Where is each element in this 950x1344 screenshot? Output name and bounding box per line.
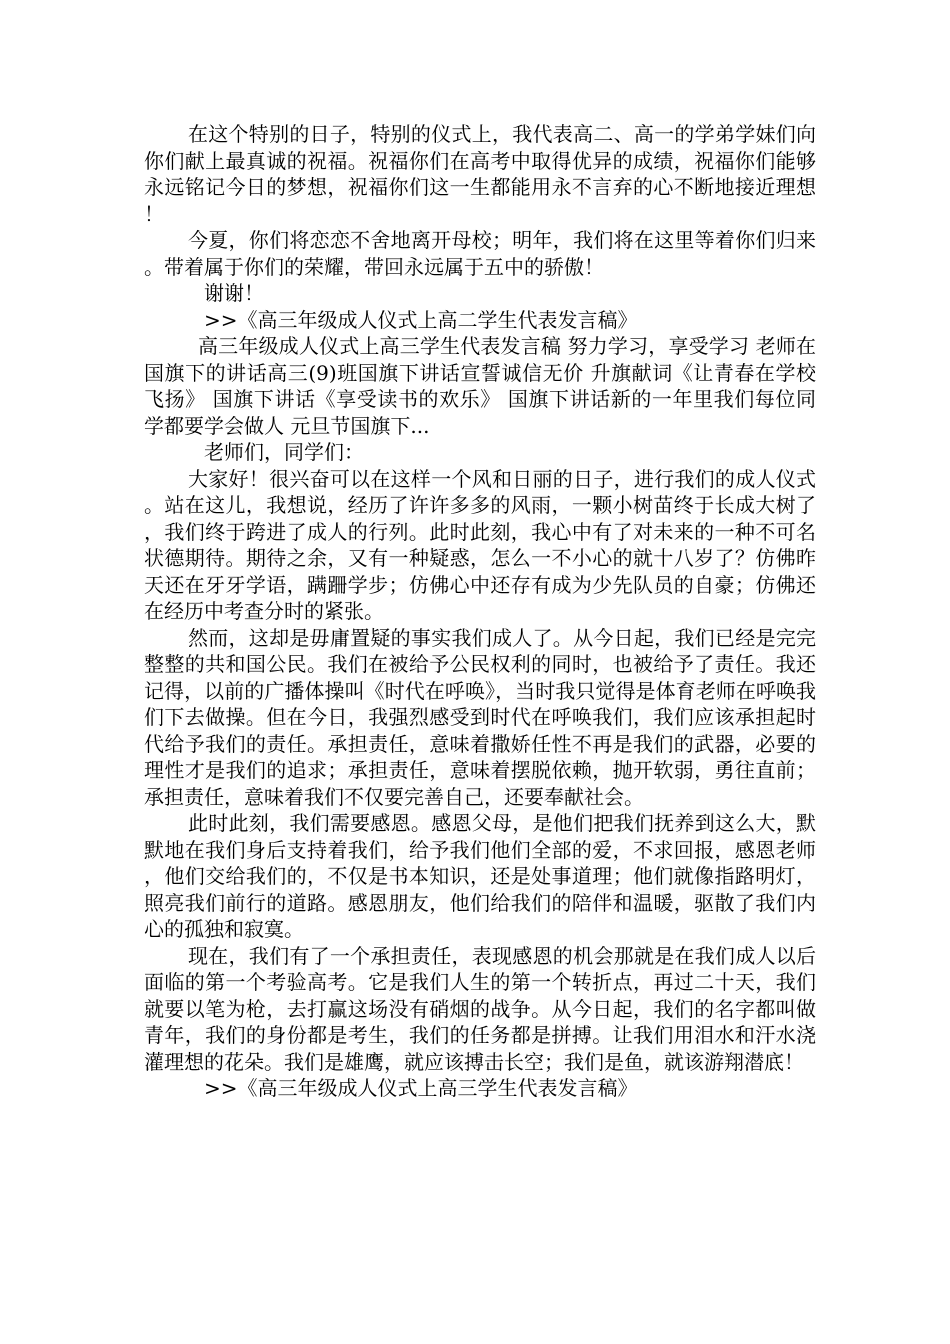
document-page [144,121,816,1102]
article-summary: 高三年级成人仪式上高三学生代表发言稿 努力学习，享受学习 老师在国旗下的讲话高三(9)班国旗下讲话宣誓诚信无价 升旗献词《让青春在学校飞扬》 国旗下讲话《享受读书的欢乐》 国旗下讲话新的一年里我们每位同学都要学会做人 元旦节国旗下... [144,334,816,438]
paragraph-farewell: 今夏，你们将恋恋不舍地离开母校；明年，我们将在这里等着你们归来。带着属于你们的荣耀，带回永远属于五中的骄傲！ [144,228,816,279]
related-article-link-2[interactable]: >>《高三年级成人仪式上高三学生代表发言稿》 [204,1076,638,1100]
paragraph-opening: 大家好！很兴奋可以在这样一个风和日丽的日子，进行我们的成人仪式。站在这儿，我想说，经历了许许多多的风雨，一颗小树苗终于长成大树了，我们终于跨进了成人的行列。此时此刻，我心中有了对未来的一种不可名状德期待。期待之余，又有一种疑惑，怎么一不小心的就十八岁了？仿佛昨天还在牙牙学语，蹒跚学步；仿佛心中还存有成为少先队员的自豪；仿佛还在经历中考查分时的紧张。 [144,466,816,623]
greeting-line: 老师们，同学们： [204,440,364,464]
related-article-link-1[interactable]: >>《高三年级成人仪式上高二学生代表发言稿》 [204,307,638,332]
paragraph-responsibility: 然而，这却是毋庸置疑的事实我们成人了。从今日起，我们已经是完完整整的共和国公民。我们在被给予公民权利的同时，也被给予了责任。我还记得，以前的广播体操叫《时代在呼唤》，当时我只觉得是体育老师在呼唤我们下去做操。但在今日，我强烈感受到时代在呼唤我们，我们应该承担起时代给予我们的责任。承担责任，意味着撒娇任性不再是我们的武器，必要的理性才是我们的追求；承担责任，意味着摆脱依赖，抛开软弱，勇往直前；承担责任，意味着我们不仅要完善自己，还要奉献社会。 [144,625,816,809]
paragraph-gratitude: 此时此刻，我们需要感恩。感恩父母，是他们把我们抚养到这么大，默默地在我们身后支持着我们，给予我们他们全部的爱，不求回报，感恩老师，他们交给我们的，不仅是书本知识，还是处事道理；他们就像指路明灯，照亮我们前行的道路。感恩朋友，他们给我们的陪伴和温暖，驱散了我们内心的孤独和寂寞。 [144,811,816,941]
thanks-line: 谢谢！ [204,281,264,305]
paragraph-blessing: 在这个特别的日子，特别的仪式上，我代表高二、高一的学弟学妹们向你们献上最真诚的祝福。祝福你们在高考中取得优异的成绩，祝福你们能够永远铭记今日的梦想，祝福你们这一生都能用永不言弃的心不断地接近理想！ [144,122,816,226]
paragraph-exam: 现在，我们有了一个承担责任，表现感恩的机会那就是在我们成人以后面临的第一个考验高考。它是我们人生的第一个转折点，再过二十天，我们就要以笔为枪，去打赢这场没有硝烟的战争。从今日起，我们的名字都叫做青年，我们的身份都是考生，我们的任务都是拼搏。让我们用泪水和汗水浇灌理想的花朵。我们是雄鹰，就应该搏击长空；我们是鱼，就该游翔潜底！ [144,943,816,1074]
